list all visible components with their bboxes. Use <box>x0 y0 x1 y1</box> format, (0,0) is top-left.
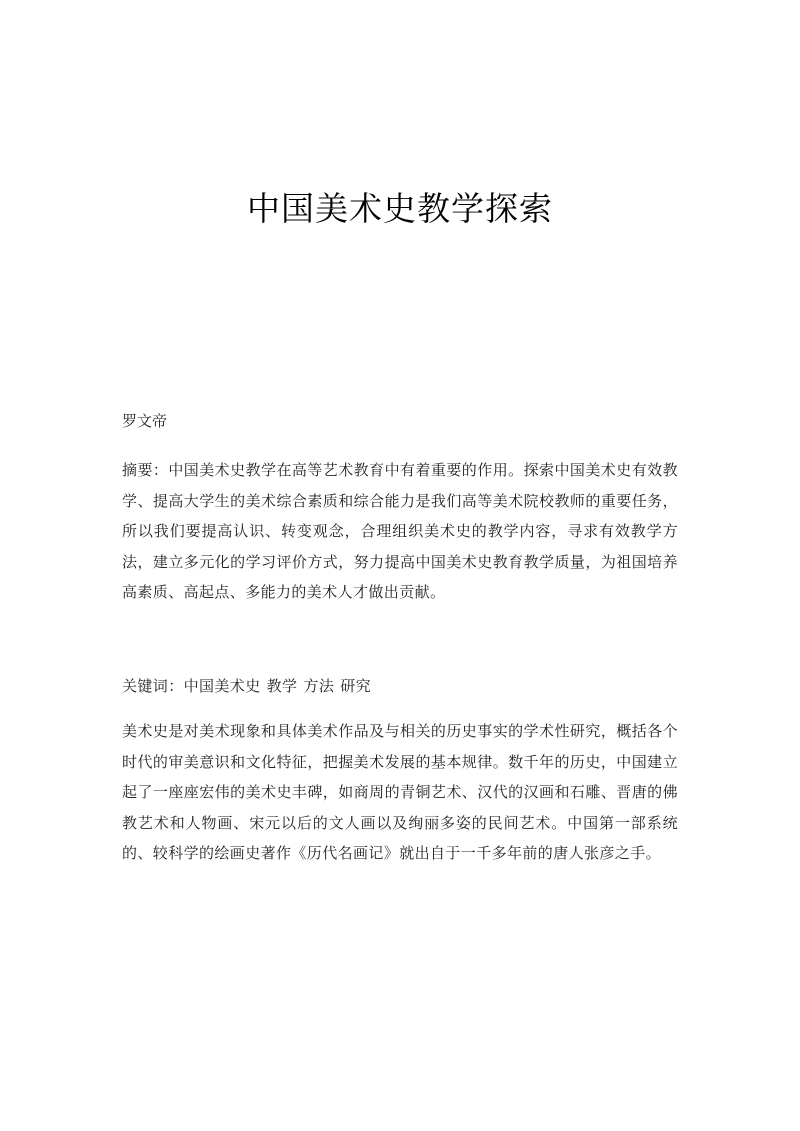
author-name: 罗文帝 <box>122 412 168 430</box>
keywords-line <box>122 671 678 702</box>
abstract-paragraph <box>122 455 678 608</box>
body-paragraph: 美术史是对美术现象和具体美术作品及与相关的历史事实的学术性研究，概括各个时代的审美意识和文化特征，把握美术发展的基本规律。数千年的历史，中国建立起了一座座宏伟的美术史丰碑，如商周的青铜艺术、汉代的汉画和石雕、晋唐的佛教艺术和人物画、宋元以后的文人画以及绚丽多姿的民间艺术。中国第一部系统的、较科学的绘画史著作《历代名画记》就出自于一千多年前的唐人张彦之手。 <box>122 722 678 863</box>
keyword-item: 中国美术史 <box>183 677 261 695</box>
keyword-item: 研究 <box>340 677 372 695</box>
abstract-label: 摘要： <box>122 461 169 479</box>
keyword-item: 教学 <box>266 677 298 695</box>
keywords-label: 关键词： <box>122 677 184 695</box>
abstract-text: 中国美术史教学在高等艺术教育中有着重要的作用。探索中国美术史有效教学、提高大学生的美术综合素质和综合能力是我们高等美术院校教师的重要任务，所以我们要提高认识、转变观念，合理组织美术史的教学内容，寻求有效教学方法，建立多元化的学习评价方式，努力提高中国美术史教育教学质量，为祖国培养高素质、高起点、多能力的美术人才做出贡献。 <box>122 461 678 602</box>
document-title: 中国美术史教学探索 <box>247 189 553 228</box>
keyword-item: 方法 <box>303 677 335 695</box>
